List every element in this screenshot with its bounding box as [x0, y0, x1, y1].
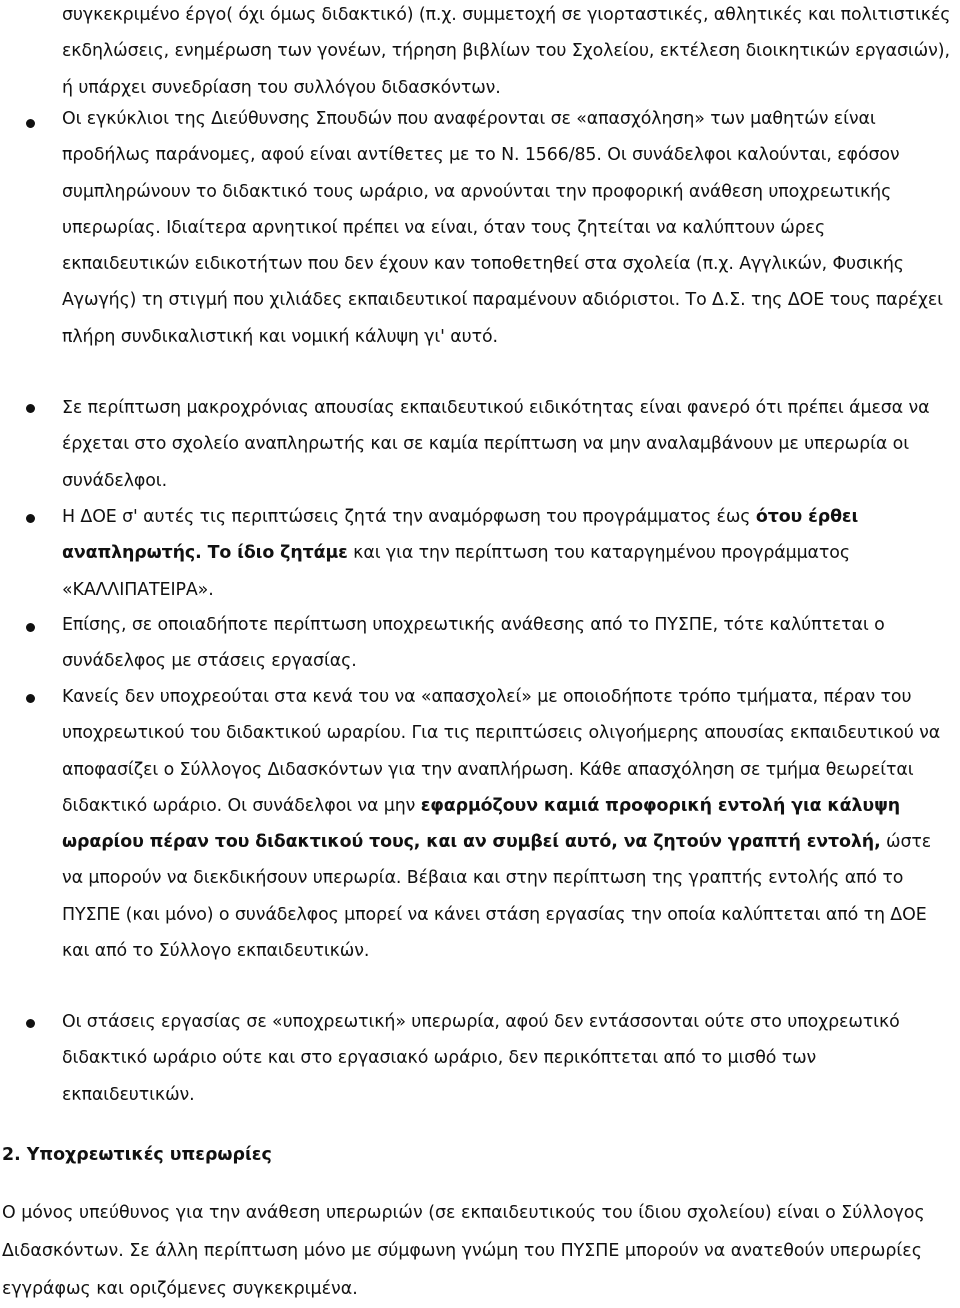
list-item: Οι στάσεις εργασίας σε «υποχρεωτική» υπερωρία, αφού δεν εντάσσονται ούτε στο υποχρεωτικό διδακτικό ωράριο ούτε και στο εργασιακό ωράριο, δεν περικόπτεται από το μισθό των εκπαιδευτικών.	[62, 1012, 900, 1105]
bullet-dot	[26, 119, 35, 128]
bullet-dot	[26, 694, 35, 703]
bullet-dot	[26, 1019, 35, 1028]
bullet-dot	[26, 514, 35, 523]
list-item: Οι εγκύκλιοι της Διεύθυνσης Σπουδών που αναφέρονται σε «απασχόληση» των μαθητών είναι προδήλως παράνομες, αφού είναι αντίθετες με το Ν. 1566/85. Οι συνάδελφοι καλούνται, εφόσον συμπληρώνουν το διδακτικό τους ωράριο, να αρνούνται την προφορική ανάθεση υποχρεωτικής υπερωρίας. Ιδιαίτερα αρνητικοί πρέπει να είναι, όταν τους ζητείται να καλύπτουν ώρες εκπαιδευτικών ειδικοτήτων που δεν έχουν καν τοποθετηθεί στα σχολεία (π.χ. Αγγλικών, Φυσικής Αγωγής) τη στιγμή που χιλιάδες εκπαιδευτικοί παραμένουν αδιόριστοι. Το Δ.Σ. της ΔΟΕ τους παρέχει πλήρη συνδικαλιστική και νομική κάλυψη γι' αυτό.	[62, 109, 943, 347]
bullet-dot	[26, 404, 35, 413]
continuation-paragraph: συγκεκριμένο έργο( όχι όμως διδακτικό) (π.χ. συμμετοχή σε γιορταστικές, αθλητικές και πολιτιστικές εκδηλώσεις, ενημέρωση των γονέων, τήρηση βιβλίων του Σχολείου, εκτέλεση διοικητικών εργασιών), ή υπάρχει συνεδρίαση του συλλόγου διδασκόντων.	[62, 5, 951, 98]
list-item: Κανείς δεν υποχρεούται στα κενά του να «απασχολεί» με οποιοδήποτε τρόπο τμήματα, πέραν του υποχρεωτικού του διδακτικού ωραρίου. Για τις περιπτώσεις ολιγοήμερης απουσίας εκπαιδευτικού να αποφασίζει ο Σύλλογος Διδασκόντων για την αναπλήρωση. Κάθε απασχόληση σε τμήμα θεωρείται διδακτικό ωράριο. Οι συνάδελφοι να μην εφαρμόζουν καμιά προφορική εντολή για κάλυψη ωραρίου πέραν του διδακτικού τους, και αν συμβεί αυτό, να ζητούν γραπτή εντολή, ώστε να μπορούν να διεκδικήσουν υπερωρία. Βέβαια και στην περίπτωση της γραπτής εντολής από το ΠΥΣΠΕ (και μόνο) ο συνάδελφος μπορεί να κάνει στάση εργασίας την οποία καλύπτεται από τη ΔΟΕ και από το Σύλλογο εκπαιδευτικών.	[62, 687, 941, 962]
section-paragraph: Ο μόνος υπεύθυνος για την ανάθεση υπερωριών (σε εκπαιδευτικούς του ίδιου σχολείου) είναι ο Σύλλογος Διδασκόντων. Σε άλλη περίπτωση μόνο με σύμφωνη γνώμη του ΠΥΣΠΕ μπορούν να ανατεθούν υπερωρίες εγγράφως και οριζόμενες συγκεκριμένα.	[2, 1203, 925, 1299]
section-heading: 2. Υποχρεωτικές υπερωρίες	[2, 1145, 272, 1165]
list-item: Σε περίπτωση μακροχρόνιας απουσίας εκπαιδευτικού ειδικότητας είναι φανερό ότι πρέπει άμεσα να έρχεται στο σχολείο αναπληρωτής και σε καμία περίπτωση να μην αναλαμβάνουν με υπερωρία οι συνάδελφοι.	[62, 398, 930, 491]
bullet-dot	[26, 623, 35, 632]
list-item: Επίσης, σε οποιαδήποτε περίπτωση υποχρεωτικής ανάθεσης από το ΠΥΣΠΕ, τότε καλύπτεται ο συνάδελφος με στάσεις εργασίας.	[62, 615, 885, 672]
list-item: Η ΔΟΕ σ' αυτές τις περιπτώσεις ζητά την αναμόρφωση του προγράμματος έως ότου έρθει αναπληρωτής. Το ίδιο ζητάμε και για την περίπτωση του καταργημένου προγράμματος «ΚΑΛΛΙΠΑΤΕΙΡΑ».	[62, 507, 859, 600]
